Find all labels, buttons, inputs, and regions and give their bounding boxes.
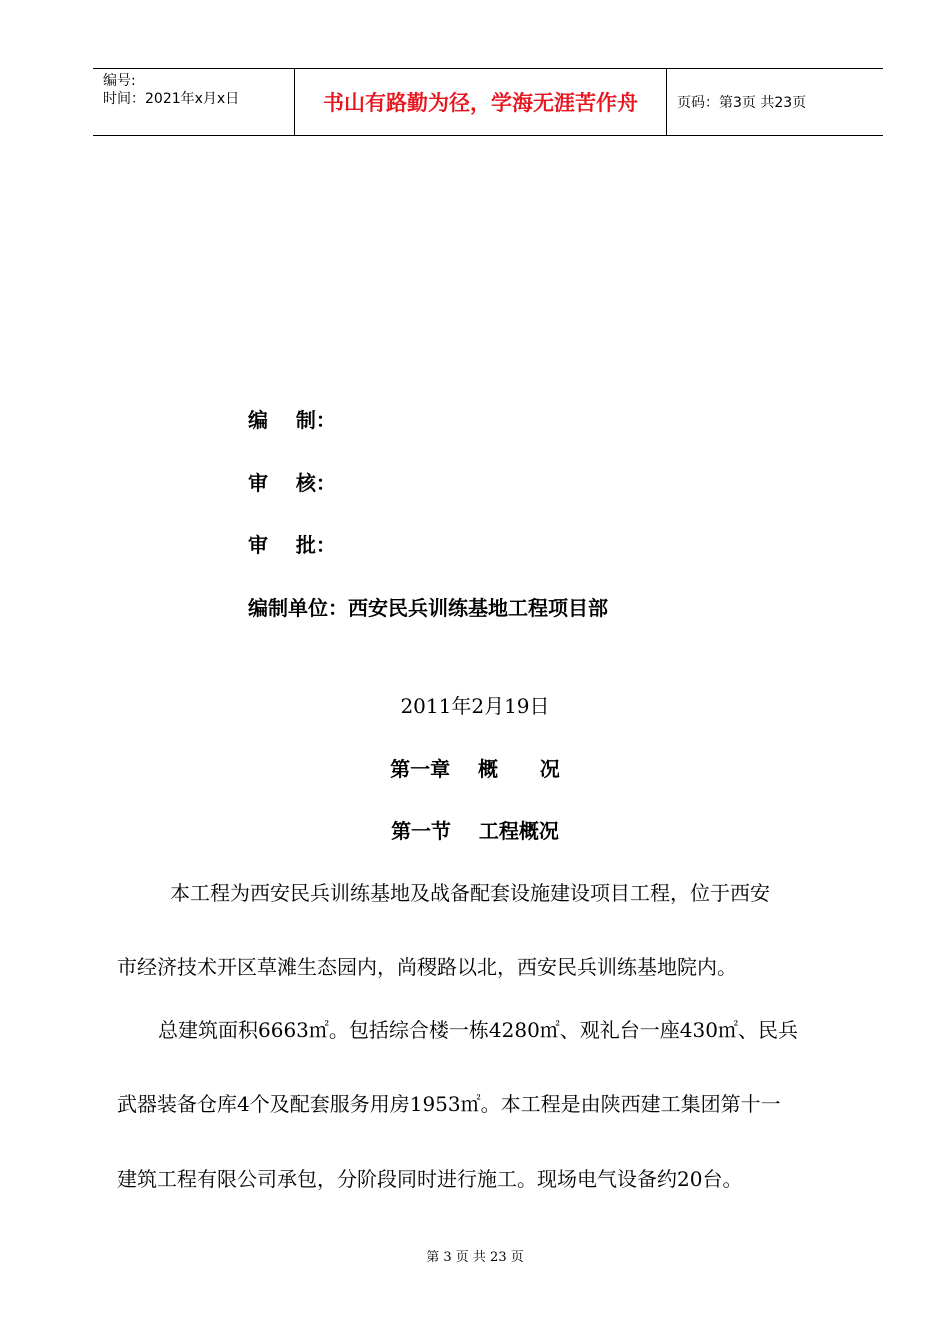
header-motto-cell: [295, 69, 667, 135]
document-date: 2011年2月19日: [400, 694, 550, 718]
compiled-by-label: 编 制：: [248, 408, 336, 432]
header-page-cell: [667, 69, 883, 135]
paragraph-line: 本工程为西安民兵训练基地及战备配套设施建设项目工程，位于西安: [170, 881, 770, 905]
document-time-label: 时间：2021年x月x日: [103, 91, 240, 107]
page-header: [93, 68, 883, 136]
compiling-unit-label: 编制单位：西安民兵训练基地工程项目部: [248, 596, 608, 620]
approved-by-label: 审 批：: [248, 533, 336, 557]
section-title: 第一节 工程概况: [391, 819, 559, 843]
header-motto: 书山有路勤为径，学海无涯苦作舟: [323, 91, 638, 115]
header-meta-cell: [93, 69, 295, 135]
paragraph-line: 总建筑面积6663㎡。包括综合楼一栋4280㎡、观礼台一座430㎡、民兵: [158, 1018, 798, 1042]
reviewed-by-label: 审 核：: [248, 471, 336, 495]
page-footer: 第 3 页 共 23 页: [426, 1250, 524, 1265]
paragraph-line: 建筑工程有限公司承包，分阶段同时进行施工。现场电气设备约20台。: [117, 1167, 743, 1191]
paragraph-line: 市经济技术开区草滩生态园内，尚稷路以北，西安民兵训练基地院内。: [117, 955, 737, 979]
header-page-info: 页码：第3页 共23页: [677, 95, 807, 111]
document-number-label: 编号:: [103, 73, 136, 89]
paragraph-line: 武器装备仓库4个及配套服务用房1953㎡。本工程是由陕西建工集团第十一: [117, 1092, 781, 1116]
chapter-title: 第一章 概 况: [390, 757, 560, 781]
